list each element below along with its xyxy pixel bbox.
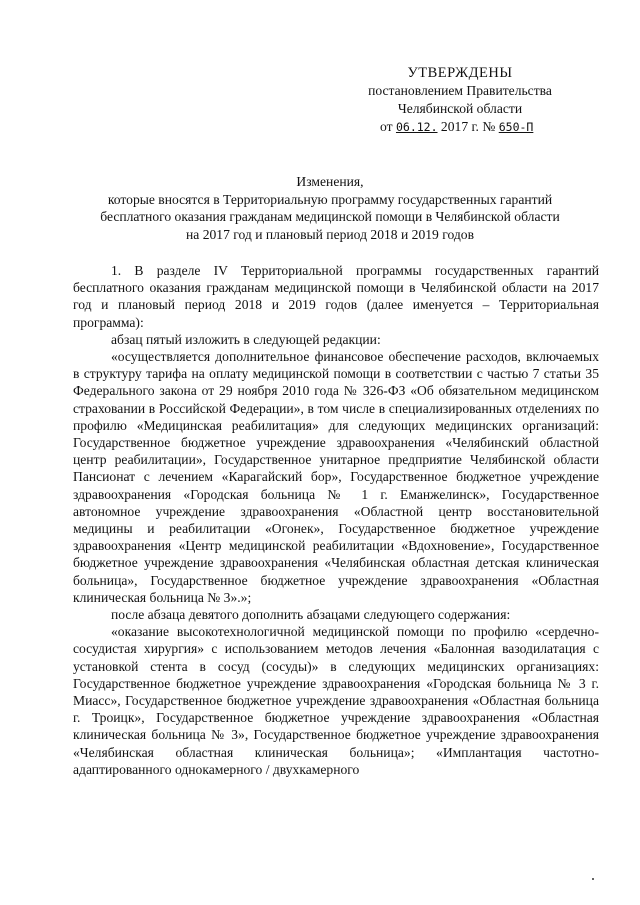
paragraph-1: 1. В разделе IV Территориальной программы государственных гарантий бесплатного оказания гражданам медицинской помощи в Челябинской области на 2017 год и плановый период 2018 и 2019 годов (далее именуется – Территориальная программа):: [73, 263, 599, 330]
approval-line-1: постановлением Правительства: [368, 83, 552, 98]
approval-title: УТВЕРЖДЕНЫ: [407, 65, 513, 81]
scan-speck: [592, 878, 594, 880]
document-heading: [60, 173, 600, 243]
document-body: [73, 262, 599, 778]
handwritten-date: 06.12.: [395, 120, 438, 134]
approval-line-2: Челябинской области: [397, 101, 523, 116]
paragraph-3: «осуществляется дополнительное финансовое обеспечение расходов, включаемых в структуру тарифа на оплату медицинской помощи в соответствии с частью 7 статьи 35 Федерального закона от 29 ноября 2010 года № 326-ФЗ «Об обязательном медицинском страховании в Российской Федерации», в том числе в специализированных отделениях по профилю «Медицинская реабилитация» для следующих медицинских организаций: Государственное бюджетное учреждение здравоохранения «Челябинский областной центр реабилитации», Государственное унитарное предприятие Челябинской области Пансионат с лечением «Карагайский бор», Государственное бюджетное учреждение здравоохранения «Городская больница № 1 г. Еманжелинск», Государственное автономное учреждение здравоохранения «Областной центр восстановительной медицины и реабилитации «Огонек», Государственное бюджетное учреждение здравоохранения «Центр медицинской реабилитации «Вдохновение», Государственное бюджетное учреждение здравоохранения «Челябинская областная детская клиническая больница», Государственное бюджетное учреждение здравоохранения «Областная клиническая больница № 3».»;: [73, 349, 599, 605]
heading-line-2: которые вносятся в Территориальную программу государственных гарантий: [107, 191, 553, 207]
approval-date-line: [360, 118, 560, 136]
paragraph-5: «оказание высокотехнологичной медицинской помощи по профилю «сердечно-сосудистая хирургия» с использованием методов лечения «Балонная вазодилатация с установкой стента в сосуд (сосуды)» в следующих медицинских организациях: Государственное бюджетное учреждение здравоохранения «Городская больница № 3 г. Миасс», Государственное бюджетное учреждение здравоохранения «Областная больница г. Троицк», Государственное бюджетное учреждение здравоохранения «Областная клиническая больница № 3», Государственное бюджетное учреждение здравоохранения «Челябинская областная клиническая больница»; «Имплантация частотно-адаптированного однокамерного / двухкамерного: [73, 624, 599, 777]
paragraph-4: после абзаца девятого дополнить абзацами следующего содержания:: [111, 607, 511, 623]
heading-line-3: бесплатного оказания гражданам медицинской помощи в Челябинской области: [100, 209, 560, 224]
paragraph-2: абзац пятый изложить в следующей редакции:: [111, 331, 381, 347]
approval-stamp-block: [360, 64, 560, 136]
heading-line-4: на 2017 год и плановый период 2018 и 2019 годов: [185, 226, 475, 242]
date-year: 2017 г. №: [440, 119, 496, 134]
heading-line-1: Изменения,: [296, 174, 364, 189]
date-prefix: от: [380, 119, 393, 134]
handwritten-number: 650-П: [498, 120, 534, 134]
